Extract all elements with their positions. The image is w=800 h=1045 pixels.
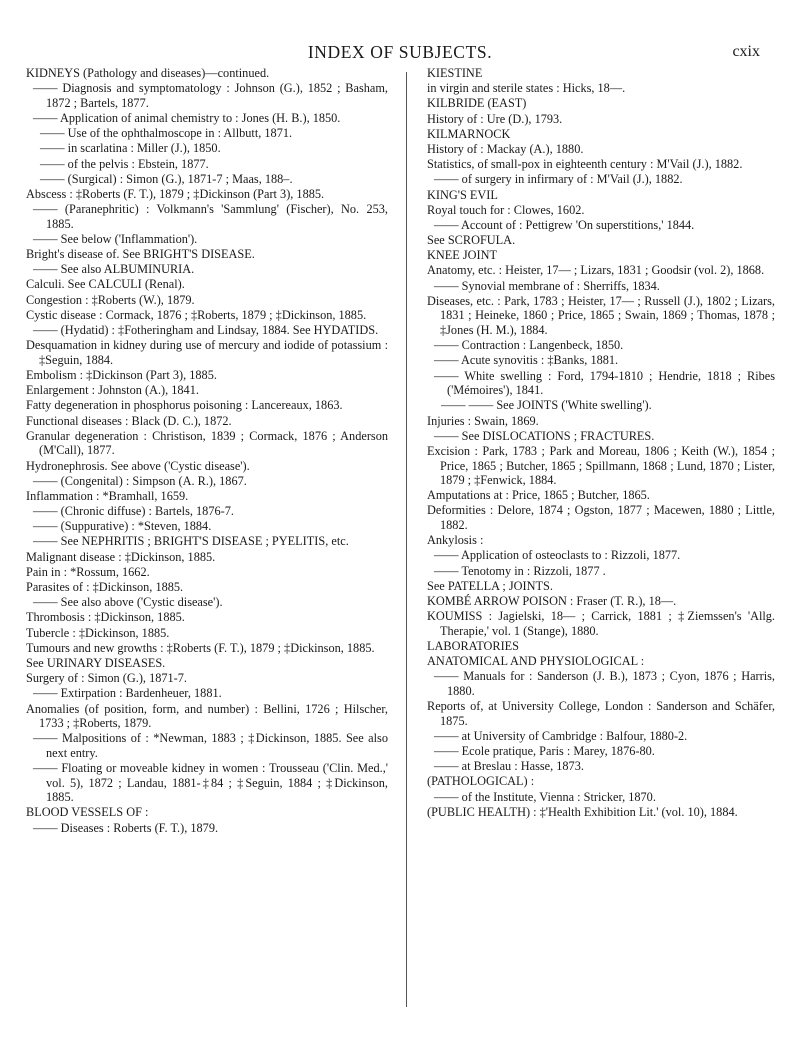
index-entry: Parasites of : ‡Dickinson, 1885. (26, 580, 184, 594)
index-entry: —— (Suppurative) : *Steven, 1884. (33, 519, 212, 534)
left-column (26, 66, 388, 836)
index-entry: Anomalies (of position, form, and number) : Bellini, 1726 ; Hilscher, 1733 ; ‡Roberts, 1879. (26, 701, 388, 731)
index-entry: —— Account of : Pettigrew 'On superstitions,' 1844. (434, 217, 695, 232)
index-entry: —— (Hydatid) : ‡Fotheringham and Lindsay, 1884. See HYDATIDS. (33, 323, 379, 337)
index-entry: See SCROFULA. (427, 233, 516, 248)
index-entry: —— (Congenital) : Simpson (A. R.), 1867. (33, 473, 247, 488)
index-entry: Tubercle : ‡Dickinson, 1885. (26, 625, 170, 640)
index-entry: Fatty degeneration in phosphorus poisoning : Lancereaux, 1863. (26, 398, 343, 413)
index-entry: —— Floating or moveable kidney in women : Trousseau ('Clin. Med.,' vol. 5), 1872 ; Landau, 1881-‡84 ; ‡Seguin, 1884 ; ‡Dickinson, 1885. (33, 761, 388, 805)
index-entry: Amputations at : Price, 1865 ; Butcher, 1865. (427, 488, 650, 503)
column-divider (406, 72, 407, 1007)
running-title: INDEX OF SUBJECTS. (307, 42, 493, 62)
index-entry: Reports of, at University College, London : Sanderson and Schäfer, 1875. (427, 699, 775, 728)
index-entry: —— Contraction : Langenbeck, 1850. (434, 338, 624, 353)
index-entry: —— See NEPHRITIS ; BRIGHT'S DISEASE ; PYELITIS, etc. (33, 534, 349, 549)
index-entry: Tumours and new growths : ‡Roberts (F. T.), 1879 ; ‡Dickinson, 1885. (26, 640, 375, 655)
index-entry: Desquamation in kidney during use of mercury and iodide of potassium : ‡Seguin, 1884. (26, 338, 388, 367)
index-entry: Functional diseases : Black (D. C.), 1872. (26, 413, 232, 428)
index-entry: —— See DISLOCATIONS ; FRACTURES. (434, 428, 655, 443)
index-entry: —— of the pelvis : Ebstein, 1877. (40, 156, 209, 171)
index-entry: Bright's disease of. See BRIGHT'S DISEASE. (26, 247, 255, 262)
index-entry: Thrombosis : ‡Dickinson, 1885. (26, 610, 185, 625)
index-entry: KILBRIDE (EAST) (427, 96, 527, 111)
index-entry: Ankylosis : (427, 533, 484, 548)
index-entry: —— See also above ('Cystic disease'). (33, 595, 223, 610)
index-entry: BLOOD VESSELS OF : (26, 805, 149, 820)
index-entry: Anatomy, etc. : Heister, 17— ; Lizars, 1831 ; Goodsir (vol. 2), 1868. (427, 263, 765, 278)
index-entry: —— (Surgical) : Simon (G.), 1871-7 ; Maas, 188–. (40, 171, 293, 186)
index-entry: Diseases, etc. : Park, 1783 ; Heister, 17— ; Russell (J.), 1802 ; Lizars, 1831 ; Heineke, 1860 ; Price, 1865 ; Swain, 1869 ; Thomas, 1878 ; ‡Jones (H. M.), 1884. (427, 293, 775, 337)
index-entry: —— of the Institute, Vienna : Stricker, 1870. (434, 789, 656, 804)
index-entry: Enlargement : Johnston (A.), 1841. (26, 383, 199, 398)
index-entry: —— (Paranephritic) : Volkmann's 'Sammlung' (Fischer), No. 253, 1885. (33, 202, 388, 231)
index-entry: Royal touch for : Clowes, 1602. (427, 202, 585, 217)
index-entry: Pain in : *Rossum, 1662. (26, 564, 150, 579)
index-entry: Abscess : ‡Roberts (F. T.), 1879 ; ‡Dickinson (Part 3), 1885. (26, 186, 325, 201)
index-entry: Calculi. See CALCULI (Renal). (26, 277, 185, 292)
index-entry: Embolism : ‡Dickinson (Part 3), 1885. (26, 367, 217, 382)
index-entry: —— at University of Cambridge : Balfour, 1880-2. (434, 728, 688, 743)
index-entry: —— at Breslau : Hasse, 1873. (434, 759, 584, 774)
index-entry: —— Manuals for : Sanderson (J. B.), 1873 ; Cyon, 1876 ; Harris, 1880. (434, 669, 775, 698)
right-column (427, 66, 775, 820)
index-entry: LABORATORIES (427, 638, 520, 653)
index-entry: (PATHOLOGICAL) : (427, 774, 535, 789)
index-entry: Excision : Park, 1783 ; Park and Moreau, 1806 ; Keith (W.), 1854 ; Price, 1865 ; Butcher, 1865 ; Spillmann, 1868 ; Lund, 1870 ; Lister, 1879 ; ‡Fenwick, 1884. (427, 443, 775, 488)
index-entry: KIESTINE (427, 66, 483, 80)
index-entry: (PUBLIC HEALTH) : ‡'Health Exhibition Lit.' (vol. 10), 1884. (427, 804, 738, 819)
index-entry: —— Application of animal chemistry to : Jones (H. B.), 1850. (33, 110, 341, 125)
index-entry: —— Diseases : Roberts (F. T.), 1879. (33, 820, 219, 835)
index-entry: —— (Chronic diffuse) : Bartels, 1876-7. (33, 504, 234, 519)
index-entry: Surgery of : Simon (G.), 1871-7. (26, 671, 187, 686)
index-entry: Cystic disease : Cormack, 1876 ; ‡Roberts, 1879 ; ‡Dickinson, 1885. (26, 307, 367, 322)
index-entry: —— of surgery in infirmary of : M'Vail (J.), 1882. (434, 172, 683, 187)
index-entry: Statistics, of small-pox in eighteenth century : M'Vail (J.), 1882. (427, 157, 743, 172)
index-entry: —— Synovial membrane of : Sherriffs, 1834. (434, 278, 660, 293)
index-entry: —— —— See JOINTS ('White swelling'). (441, 398, 652, 413)
index-entry: Granular degeneration : Christison, 1839 ; Cormack, 1876 ; Anderson (M'Call), 1877. (26, 428, 388, 458)
index-entry: —— Ecole pratique, Paris : Marey, 1876-80. (434, 744, 655, 759)
index-entry: See URINARY DISEASES. (26, 655, 166, 670)
index-entry: in virgin and sterile states : Hicks, 18—. (427, 81, 626, 96)
index-entry: —— Use of the ophthalmoscope in : Allbutt, 1871. (40, 126, 293, 141)
index-entry: KILMARNOCK (427, 126, 511, 141)
index-entry: KING'S EVIL (427, 187, 498, 202)
index-entry: See PATELLA ; JOINTS. (427, 578, 553, 593)
index-entry: Deformities : Delore, 1874 ; Ogston, 1877 ; Macewen, 1880 ; Little, 1882. (427, 503, 775, 533)
index-entry: Malignant disease : ‡Dickinson, 1885. (26, 549, 216, 564)
index-entry: KOUMISS : Jagielski, 18— ; Carrick, 1881 ; ‡Ziemssen's 'Allg. Therapie,' vol. 1 (Stange), 1880. (427, 609, 775, 638)
index-entry: KIDNEYS (Pathology and diseases)—continued. (26, 66, 270, 80)
index-entry: Hydronephrosis. See above ('Cystic disease'). (26, 458, 250, 473)
index-entry: Inflammation : *Bramhall, 1659. (26, 488, 189, 503)
index-entry: History of : Ure (D.), 1793. (427, 111, 563, 126)
index-entry: ANATOMICAL AND PHYSIOLOGICAL : (427, 654, 645, 669)
index-entry: Injuries : Swain, 1869. (427, 413, 539, 428)
index-entry: KNEE JOINT (427, 248, 498, 263)
index-entry: KOMBÉ ARROW POISON : Fraser (T. R.), 18—. (427, 594, 677, 608)
index-entry: —— See also ALBUMINURIA. (33, 262, 195, 277)
index-entry: Congestion : ‡Roberts (W.), 1879. (26, 292, 195, 307)
page-number: cxix (732, 43, 760, 60)
index-entry: —— White swelling : Ford, 1794-1810 ; Hendrie, 1818 ; Ribes ('Mémoires'), 1841. (434, 368, 775, 398)
index-entry: —— See below ('Inflammation'). (33, 231, 198, 246)
index-entry: —— Tenotomy in : Rizzoli, 1877 . (434, 563, 606, 578)
index-entry: History of : Mackay (A.), 1880. (427, 141, 584, 156)
index-entry: —— Acute synovitis : ‡Banks, 1881. (434, 353, 619, 368)
index-entry: —— Malpositions of : *Newman, 1883 ; ‡Dickinson, 1885. See also next entry. (33, 731, 388, 760)
index-entry: —— Application of osteoclasts to : Rizzoli, 1877. (434, 548, 681, 563)
index-entry: —— Diagnosis and symptomatology : Johnson (G.), 1852 ; Basham, 1872 ; Bartels, 1877. (33, 81, 388, 110)
index-entry: —— in scarlatina : Miller (J.), 1850. (40, 141, 221, 156)
index-entry: —— Extirpation : Bardenheuer, 1881. (33, 686, 222, 701)
